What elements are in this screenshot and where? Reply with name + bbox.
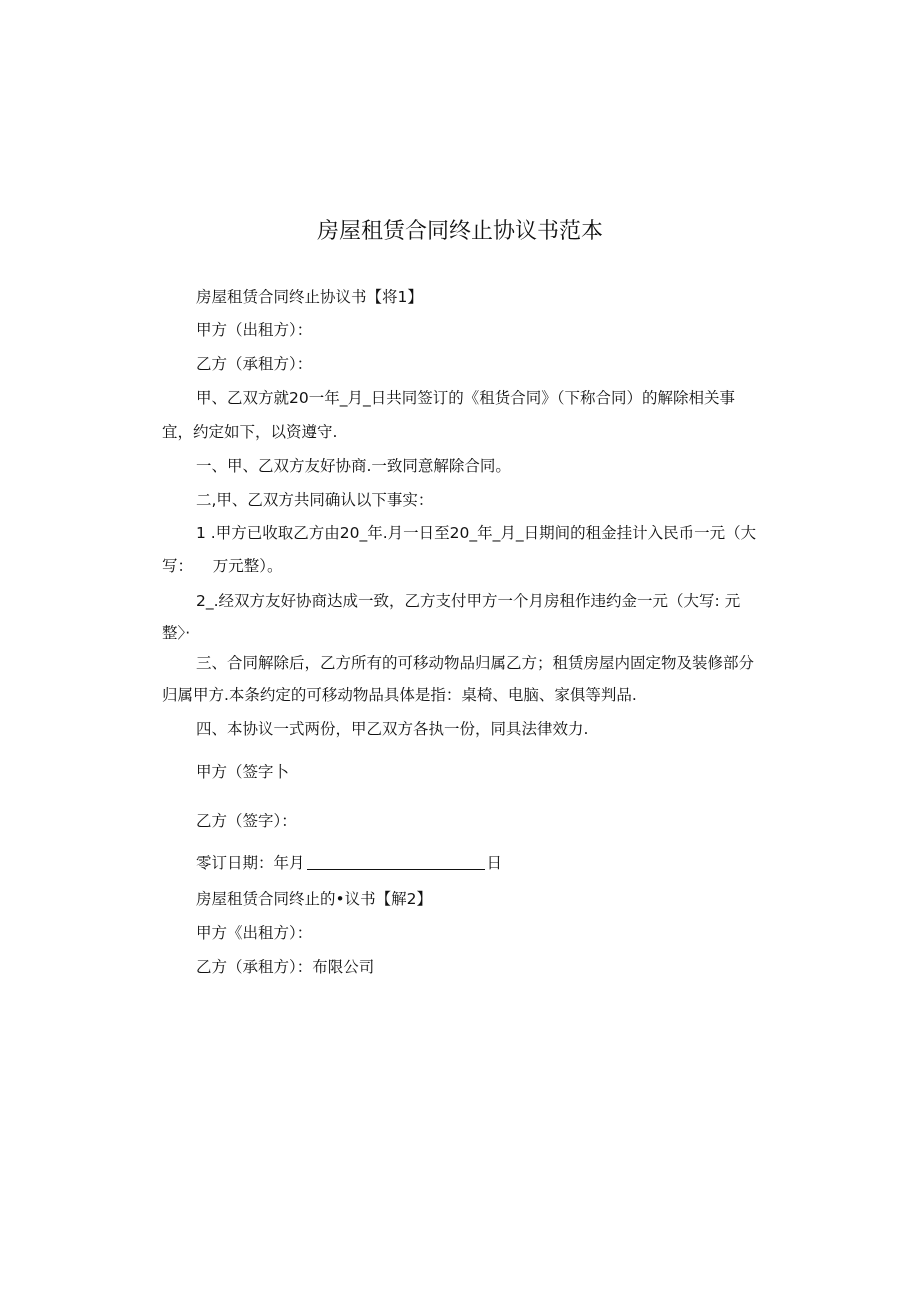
- clause-4: 四、本协议一式两份，甲乙双方各执一份，同具法律效力.: [196, 720, 589, 738]
- fact-2-line-1: 2_.经双方友好协商达成一致，乙方支付甲方一个月房租作违约金一元（大写: 元: [196, 592, 741, 610]
- party-b-signature: 乙方（签字）：: [196, 812, 297, 830]
- clause-1: 一、甲、乙双方友好协商.一致同意解除合同。: [196, 457, 511, 475]
- fact-1-line-2: 写： 万元整）。: [162, 557, 283, 575]
- signing-date-line: [196, 852, 502, 874]
- clause-3-line-1: 三、合同解除后，乙方所有的可移动物品归属乙方；租赁房屋内固定物及装修部分: [196, 654, 755, 672]
- party-a-line: 甲方（出租方）：: [196, 321, 313, 339]
- intro-paragraph-line-1: 甲、乙双方就20一年_月_日共同签订的《租货合同》（下称合同）的解除相关事: [196, 389, 735, 407]
- party-a-line-2: 甲方《出租方）：: [196, 924, 313, 942]
- section-heading-2: 房屋租赁合同终止的•议书【解2】: [196, 890, 433, 908]
- clause-2: 二,甲、乙双方共同确认以下事实：: [196, 491, 434, 509]
- date-blank-underline: [307, 853, 485, 870]
- fact-1-line-1: 1 .甲方已收取乙方由20_年.月一日至20_年_月_日期间的租金挂计入民币一元（大: [196, 524, 757, 542]
- fact-2-line-2: 整〉·: [162, 624, 191, 642]
- document-title: 房屋租赁合同终止协议书范本: [316, 219, 603, 244]
- section-heading-1: 房屋租赁合同终止协议书【将1】: [196, 288, 423, 306]
- party-b-line: 乙方（承租方）：: [196, 355, 313, 373]
- clause-3-line-2: 归属甲方.本条约定的可移动物品具体是指：桌椅、电脑、家俱等判品.: [162, 686, 637, 704]
- party-a-signature: 甲方（签字卜: [196, 763, 290, 781]
- intro-paragraph-line-2: 宜，约定如下，以资遵守.: [162, 423, 338, 441]
- signing-date-label: 零订日期：年月: [196, 854, 305, 872]
- party-b-line-2: 乙方（承租方）：布限公司: [196, 958, 375, 976]
- signing-date-suffix: 日: [486, 854, 503, 872]
